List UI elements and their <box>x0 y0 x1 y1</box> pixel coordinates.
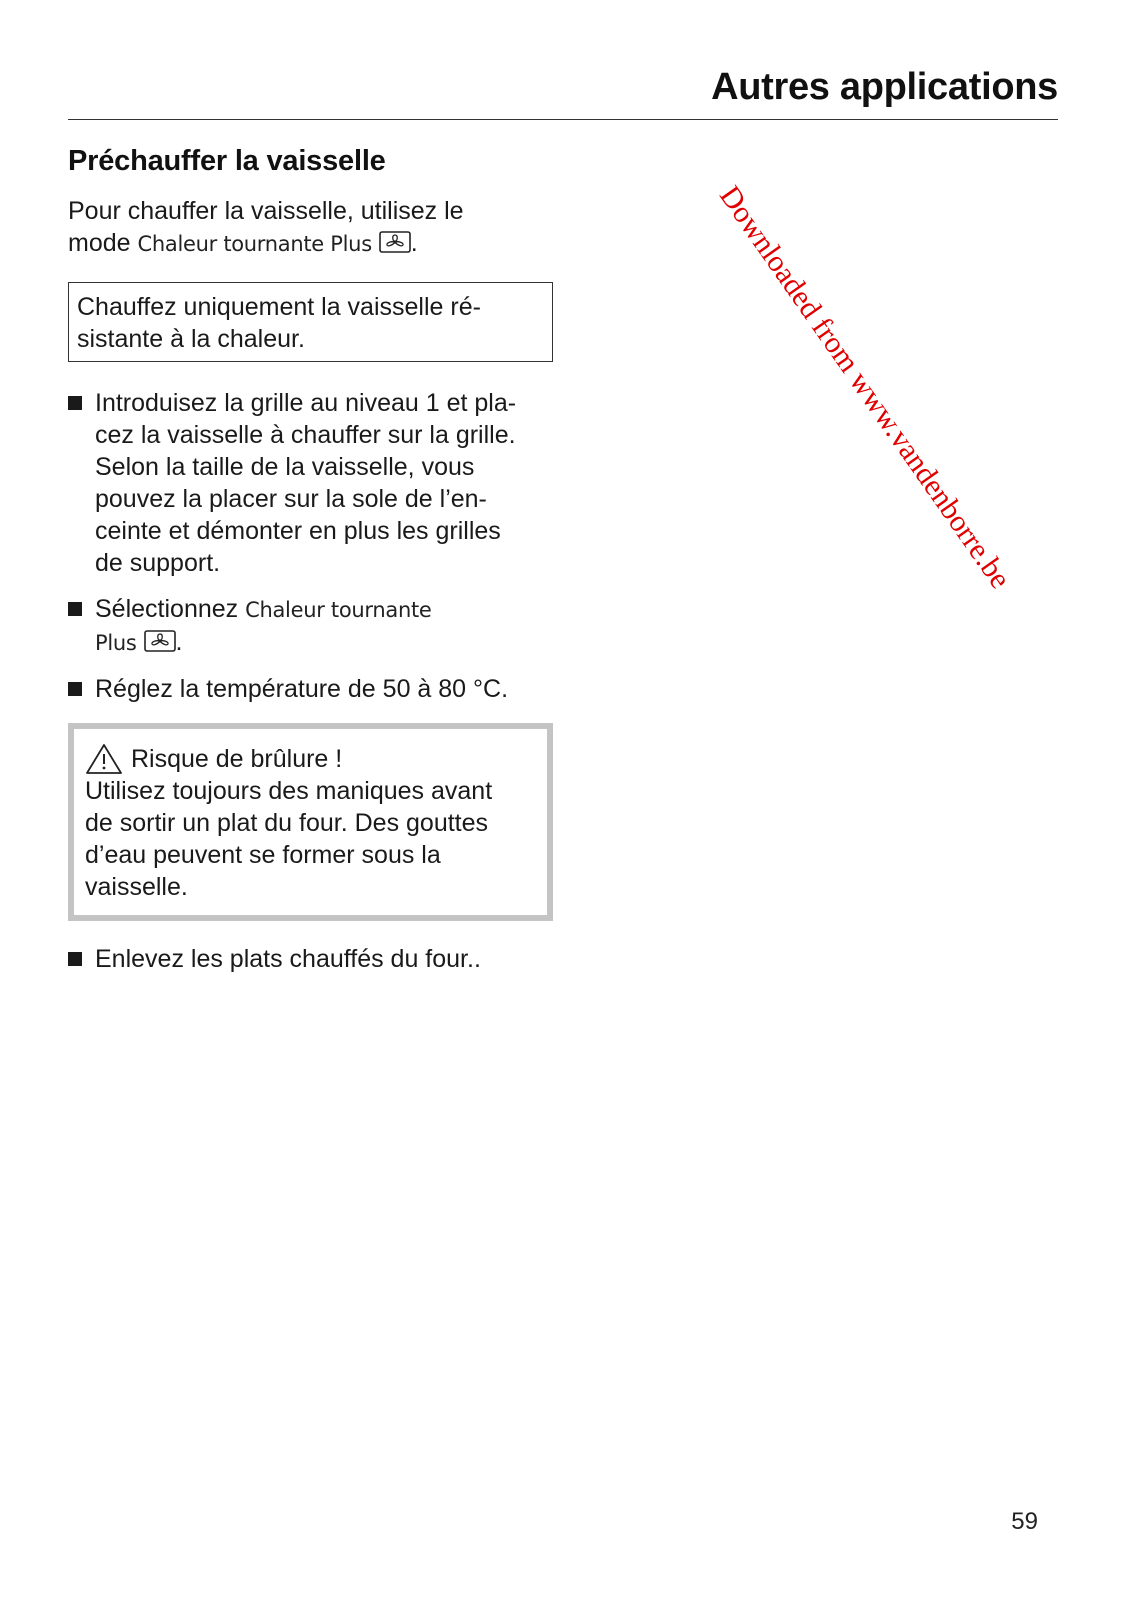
step-1-line: Selon la taille de la vaisselle, vous <box>95 453 475 481</box>
intro-text: Pour chauffer la vaisselle, utilisez le <box>68 197 464 225</box>
step-2-text: Sélectionnez <box>95 595 239 623</box>
step-3-text: Réglez la température de 50 à 80 °C. <box>95 675 509 703</box>
bullet-square-icon <box>68 952 82 966</box>
step-2-end: . <box>175 628 183 656</box>
note-line-1: Chauffez uniquement la vaisselle ré- <box>77 293 481 321</box>
step-1-line: pouvez la placer sur la sole de l’en- <box>95 485 487 513</box>
step-item <box>68 673 553 705</box>
step-item <box>68 387 553 579</box>
fan-icon <box>144 630 176 652</box>
fan-icon <box>379 231 411 253</box>
step-2-mode-name: Chaleur tournante <box>245 598 432 622</box>
page-number: 59 <box>1011 1508 1038 1535</box>
intro-end: . <box>410 229 418 257</box>
content-column <box>68 145 553 989</box>
bullet-square-icon <box>68 602 82 616</box>
warning-triangle-icon <box>85 743 123 775</box>
warning-line: d’eau peuvent se former sous la <box>85 841 441 869</box>
step-2-mode-name-cont: Plus <box>95 631 137 655</box>
note-box <box>68 282 553 362</box>
step-1-line: de support. <box>95 549 221 577</box>
final-step-text: Enlevez les plats chauffés du four.. <box>95 945 481 973</box>
chapter-title: Autres applications <box>711 66 1058 108</box>
warning-line: de sortir un plat du four. Des gouttes <box>85 809 489 837</box>
bullet-square-icon <box>68 682 82 696</box>
final-steps-list <box>68 943 553 975</box>
bullet-square-icon <box>68 396 82 410</box>
warning-line: vaisselle. <box>85 873 188 901</box>
steps-list <box>68 387 553 705</box>
step-1-line: ceinte et démonter en plus les grilles <box>95 517 501 545</box>
intro-paragraph <box>68 195 553 260</box>
intro-mode-prefix: mode <box>68 229 131 257</box>
warning-title-row <box>85 743 537 775</box>
page-header <box>68 62 1058 120</box>
section-title: Préchauffer la vaisselle <box>68 145 386 177</box>
intro-mode-name: Chaleur tournante Plus <box>137 232 372 256</box>
warning-box <box>68 723 553 921</box>
download-watermark: Downloaded from www.vandenborre.be <box>712 180 1017 595</box>
note-line-2: sistante à la chaleur. <box>77 325 305 353</box>
warning-line: Utilisez toujours des maniques avant <box>85 777 493 805</box>
step-item <box>68 943 553 975</box>
step-1-line: cez la vaisselle à chauffer sur la grille. <box>95 421 516 449</box>
warning-title: Risque de brûlure ! <box>131 745 343 773</box>
step-1-line: Introduisez la grille au niveau 1 et pla- <box>95 389 517 417</box>
step-item <box>68 593 553 659</box>
